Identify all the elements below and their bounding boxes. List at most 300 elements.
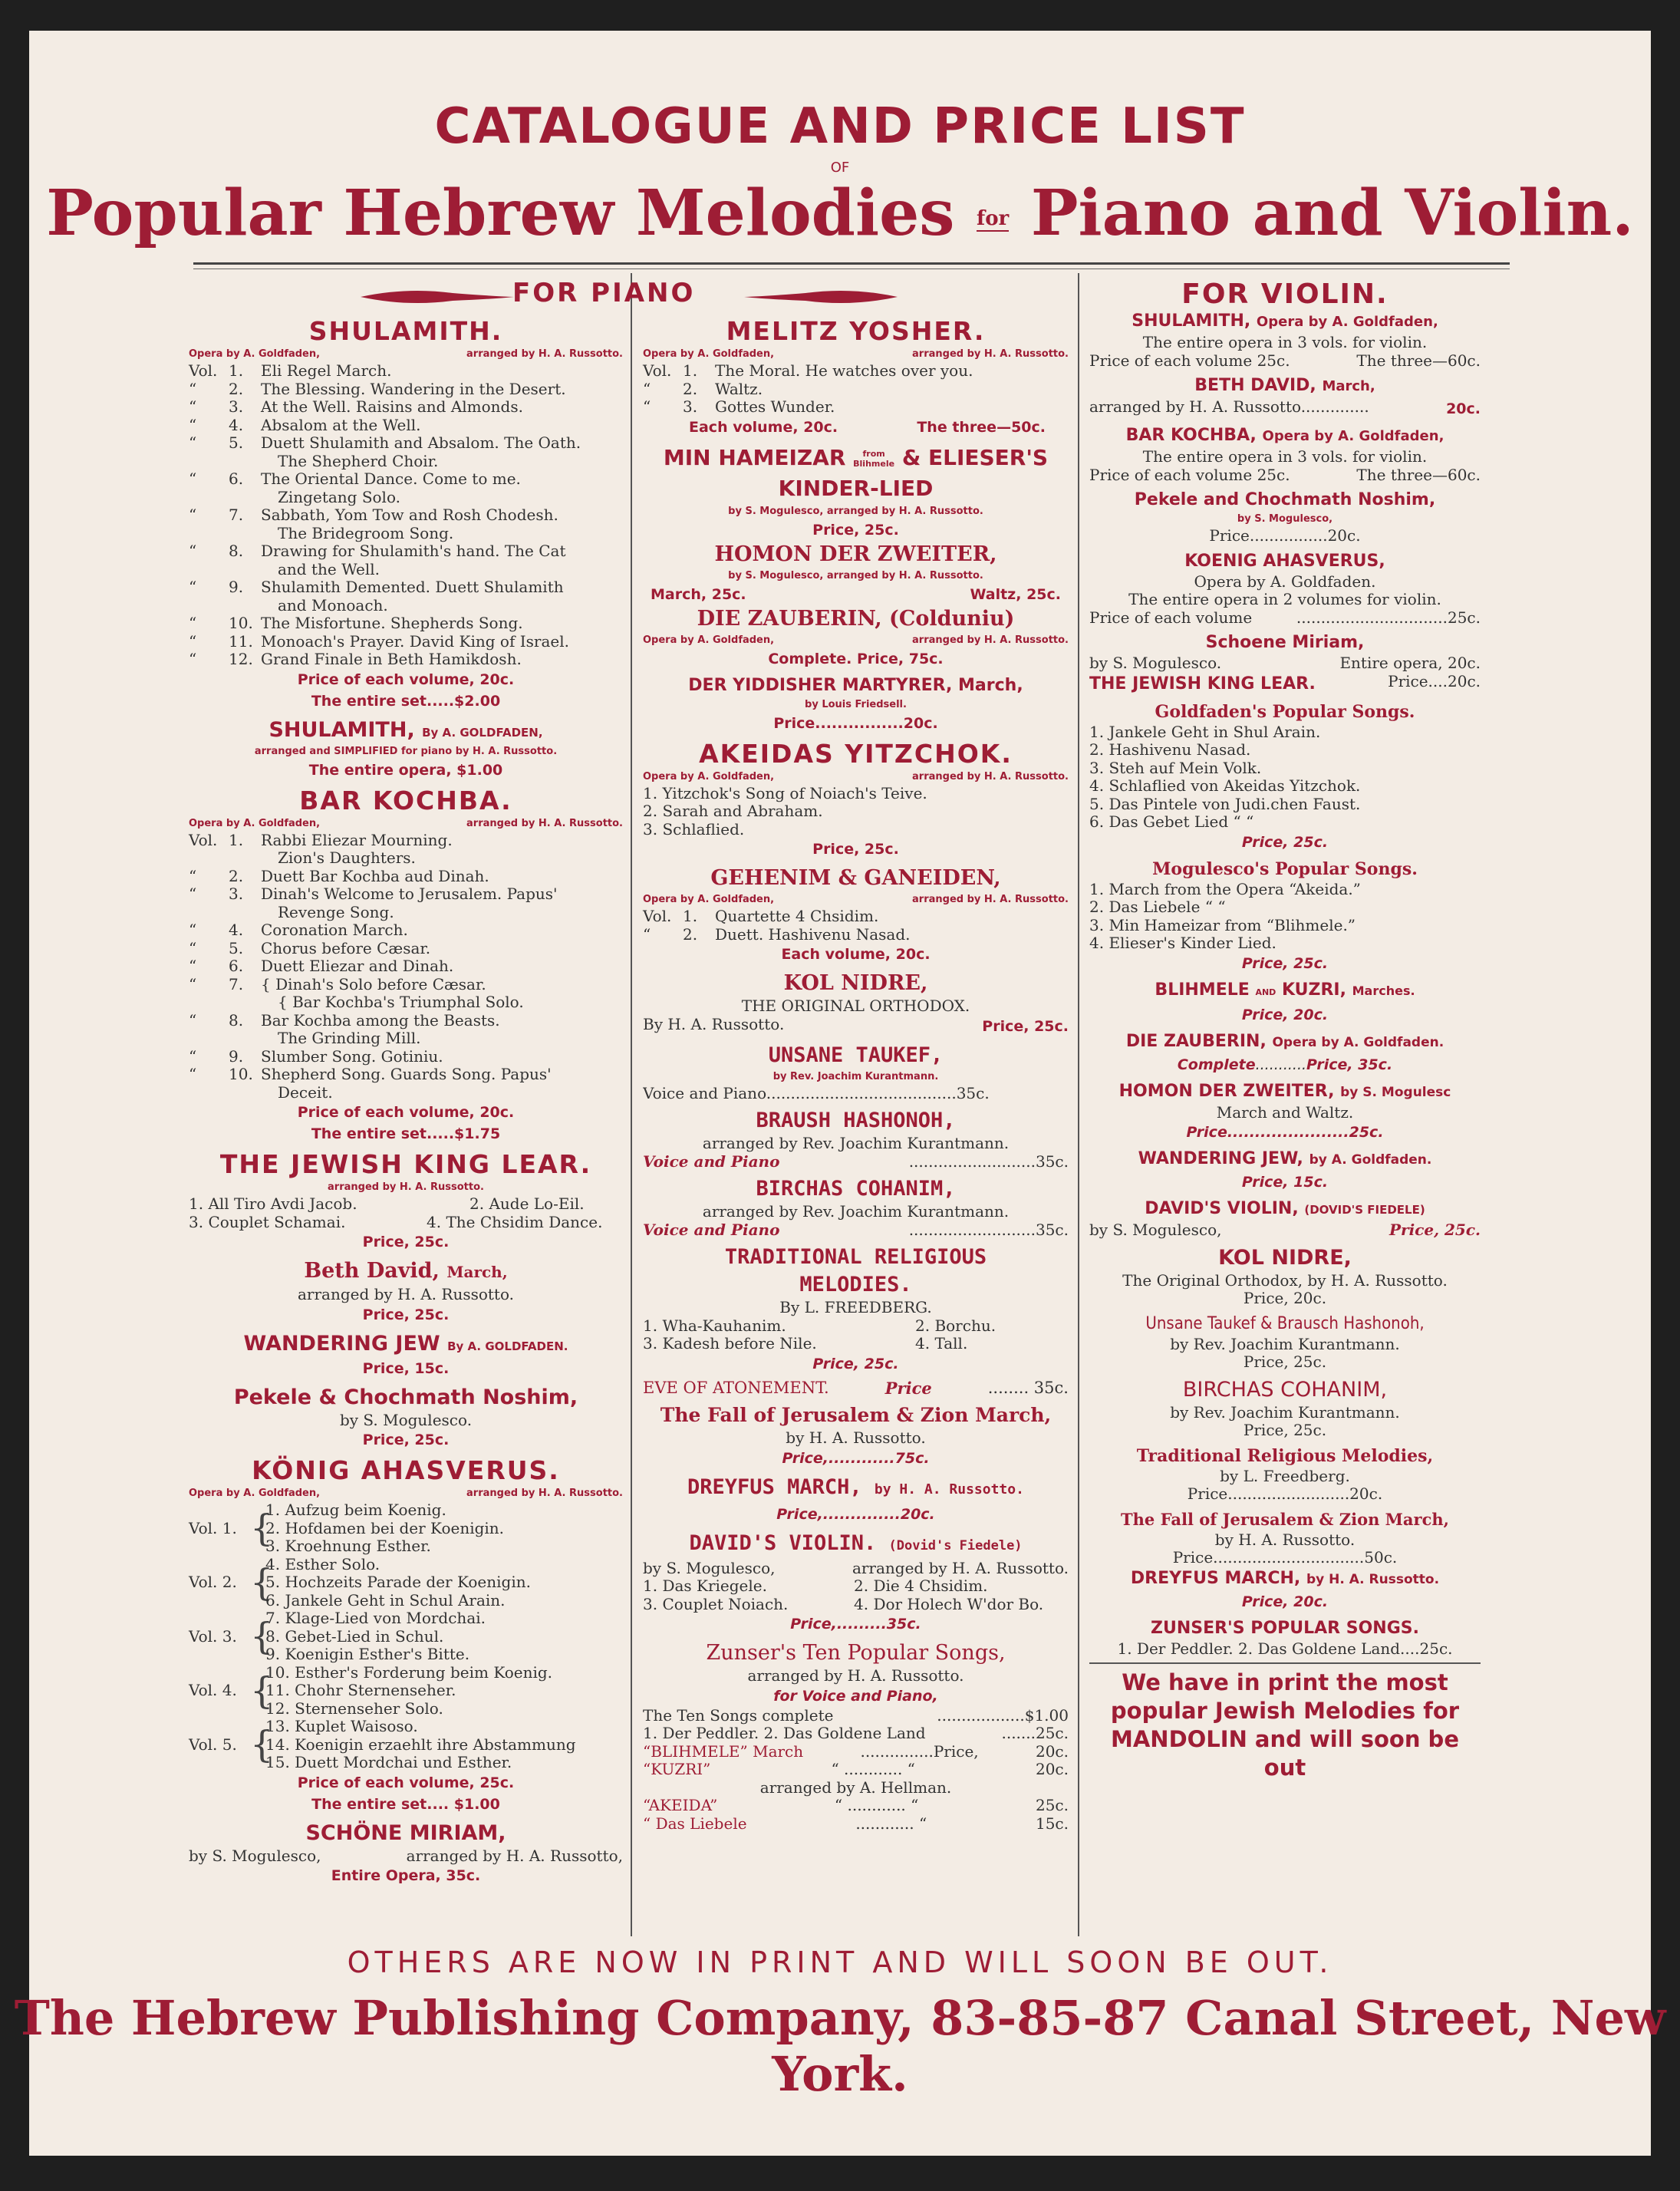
bar-kochba-num: 2. — [229, 866, 244, 885]
melitz-price-each: Each volume, 20c. — [689, 418, 838, 436]
konig-sub-right: arranged by H. A. Russotto. — [466, 1488, 623, 1499]
akeidas-title: AKEIDAS YITZCHOK. — [699, 738, 1013, 769]
dreyfus-price: Price,..............20c. — [776, 1505, 935, 1523]
konig-song: 6. Jankele Geht in Schul Arain. — [265, 1590, 506, 1609]
v-beth-title — [1089, 374, 1481, 398]
v-dreyfus-price: Price, 20c. — [1241, 1593, 1329, 1610]
konig-song: 8. Gebet-Lied in Schul. — [265, 1626, 444, 1646]
melitz-text: The Moral. He watches over you. — [715, 361, 973, 380]
king-lear-title: THE JEWISH KING LEAR. — [219, 1149, 592, 1179]
v-zauberin-price: Price, 35c. — [1306, 1056, 1393, 1073]
v-kuzri-name: KUZRI, — [1281, 980, 1346, 1000]
king-lear-sub: arranged by H. A. Russotto. — [328, 1181, 484, 1193]
v-zauberin-name: DIE ZAUBERIN, — [1125, 1031, 1267, 1051]
shulamith-vol — [189, 597, 229, 615]
bar-kochba-vol — [189, 1084, 229, 1102]
bar-kochba-price: Price of each volume, 20c. — [297, 1104, 515, 1121]
eve-title: EVE OF ATONEMENT. — [643, 1378, 829, 1397]
brace-icon: { — [250, 1560, 274, 1604]
zunser-line: arranged by H. A. Russotto. — [747, 1666, 964, 1685]
davids-row-2 — [643, 1596, 1069, 1614]
davids-song-2: 2. Die 4 Chsidim. — [854, 1577, 988, 1595]
shulamith-vol — [189, 525, 229, 543]
bar-kochba-vol: “ — [189, 1010, 197, 1030]
bar-kochba-text: The Grinding Mill. — [278, 1029, 421, 1047]
bar-kochba-item — [189, 1030, 623, 1048]
kuzri-price: 20c. — [1035, 1760, 1069, 1778]
publisher-line: The Hebrew Publishing Company, 83-85-87 Canal Street, New York. — [14, 1990, 1666, 2102]
v-birchas-line: by Rev. Joachim Kurantmann. — [1170, 1402, 1400, 1422]
brausch-title: BRAUSH HASHONOH, — [756, 1109, 956, 1132]
shulamith-list — [189, 362, 623, 669]
main-title — [0, 176, 1680, 250]
davids-paren: (Dovid's Fiedele) — [888, 1537, 1023, 1553]
gehenim-list — [643, 908, 1069, 944]
davids-song-1: 1. Das Kriegele. — [643, 1577, 767, 1595]
v-davids-name: DAVID'S VIOLIN, — [1145, 1199, 1299, 1218]
shulamith-simplified-by: By A. GOLDFADEN, — [422, 725, 543, 740]
konig-set: The entire set.... $1.00 — [311, 1795, 500, 1813]
v-goldfaden-list — [1089, 723, 1481, 832]
melitz-text: Waltz. — [715, 379, 763, 398]
birchas-line: arranged by Rev. Joachim Kurantmann. — [702, 1202, 1010, 1221]
v-traditional-line: by L. Freedberg. — [1220, 1466, 1350, 1485]
column-divider-left — [631, 273, 632, 1936]
beth-david-name: Beth David, — [304, 1259, 440, 1283]
v-unsane-title: Unsane Taukef & Brausch Hashonoh, — [1145, 1313, 1425, 1333]
konig-song: 7. Klage-Lied von Mordchai. — [265, 1609, 486, 1627]
v-davids-price: Price, 25c. — [1389, 1221, 1481, 1239]
kuzri-row — [643, 1761, 1069, 1779]
shulamith-item — [189, 398, 623, 417]
v-shulamith-left: Price of each volume 25c. — [1089, 351, 1290, 370]
traditional-line: By L. FREEDBERG. — [779, 1298, 932, 1316]
right-ornament-icon — [744, 287, 898, 307]
schone-price: Entire Opera, 35c. — [331, 1867, 481, 1884]
king-lear-price: Price, 25c. — [362, 1234, 450, 1250]
shulamith-text: Monoach's Prayer. David King of Israel. — [261, 631, 569, 651]
zunser-line2: for Voice and Piano, — [773, 1687, 938, 1705]
melitz-item — [643, 362, 1069, 381]
unsane-title: UNSANE TAUKEF, — [768, 1043, 944, 1067]
eve-price: ........ 35c. — [987, 1378, 1069, 1397]
eve-row — [643, 1379, 1069, 1398]
konig-volume-songs — [265, 1664, 623, 1718]
bar-kochba-num: 10. — [229, 1065, 253, 1083]
shulamith-text: The Bridegroom Song. — [278, 523, 454, 542]
bar-kochba-num: 8. — [229, 1010, 244, 1030]
v-goldfaden-item: 5. Das Pintele von Judi.chen Faust. — [1089, 794, 1361, 813]
shulamith-vol — [189, 453, 229, 471]
v-goldfaden-item: 4. Schlaflied von Akeidas Yitzchok. — [1089, 776, 1361, 795]
brace-icon: { — [250, 1723, 274, 1767]
traditional-title: TRADITIONAL RELIGIOUS MELODIES. — [724, 1245, 987, 1296]
blihmele-label: Blihmele — [853, 458, 895, 469]
v-traditional-price: Price.........................20c. — [1187, 1484, 1383, 1503]
v-lear-price: Price....20c. — [1388, 671, 1481, 690]
konig-volume-group — [189, 1664, 623, 1718]
v-mogulesco-item: 4. Elieser's Kinder Lied. — [1089, 934, 1276, 952]
v-koenig-left: Price of each volume — [1089, 608, 1253, 627]
konig-song: 14. Koenigin erzaehlt ihre Abstammung — [265, 1735, 576, 1754]
shulamith-text: Drawing for Shulamith's hand. The Cat — [261, 542, 566, 560]
kol-nidre-left: By H. A. Russotto. — [643, 1014, 785, 1033]
zunser-complete-price: ..................$1.00 — [937, 1705, 1069, 1725]
shulamith-sub-right: arranged by H. A. Russotto. — [466, 348, 623, 360]
shulamith-item — [189, 470, 623, 489]
from-label: from — [862, 448, 885, 459]
bar-kochba-text: { Dinah's Solo before Cæsar. — [261, 974, 486, 993]
konig-volume-songs — [265, 1556, 623, 1610]
shulamith-item — [189, 578, 623, 597]
shulamith-text: The Misfortune. Shepherds Song. — [261, 614, 523, 632]
piano-column — [189, 316, 623, 1886]
bar-kochba-num: 9. — [229, 1046, 244, 1066]
brausch-price-row — [643, 1153, 1069, 1171]
melitz-sub-right: arranged by H. A. Russotto. — [912, 348, 1069, 360]
akeida-row — [643, 1797, 1069, 1815]
main-title-a: Popular Hebrew Melodies — [46, 176, 955, 250]
liebele-mid: ............ “ — [855, 1814, 927, 1833]
v-birchas-price: Price, 25c. — [1243, 1421, 1327, 1439]
shulamith-vol: “ — [189, 397, 197, 416]
gehenim-text: Quartette 4 Chsidim. — [715, 907, 879, 925]
traditional-song-3: 3. Kadesh before Nile. — [643, 1334, 817, 1352]
wandering-jew-title — [189, 1330, 623, 1358]
schone-row — [189, 1847, 623, 1866]
v-homon-price: Price......................25c. — [1186, 1124, 1384, 1141]
bar-kochba-num: 7. — [229, 974, 244, 993]
shulamith-vol — [189, 489, 229, 507]
bar-kochba-vol: “ — [189, 866, 197, 885]
v-goldfaden-item: 6. Das Gebet Lied “ “ — [1089, 812, 1254, 831]
blihmele-price: 20c. — [1035, 1741, 1069, 1761]
melitz-vol: “ — [643, 397, 651, 416]
akeidas-item: 2. Sarah and Abraham. — [643, 802, 823, 820]
zunser-songs-row — [643, 1725, 1069, 1743]
bar-kochba-text: Chorus before Cæsar. — [261, 938, 431, 957]
dreyfus-name: DREYFUS MARCH, — [687, 1474, 862, 1499]
davids-left: by S. Mogulesco, — [643, 1558, 776, 1577]
shulamith-num — [229, 453, 261, 471]
konig-song: 1. Aufzug beim Koenig. — [265, 1501, 446, 1519]
homon-waltz: Waltz, 25c. — [970, 585, 1061, 603]
shulamith-num: 1. — [229, 361, 244, 380]
bar-kochba-item — [189, 904, 623, 922]
liebele-row — [643, 1815, 1069, 1834]
shulamith-num: 4. — [229, 415, 244, 434]
v-goldfaden-item: 3. Steh auf Mein Volk. — [1089, 758, 1262, 777]
v-traditional-title: Traditional Religious Melodies, — [1136, 1445, 1434, 1466]
melitz-text: Gottes Wunder. — [715, 397, 835, 416]
konig-volume-label: Vol. 1. — [189, 1518, 237, 1537]
gehenim-text: Duett. Hashivenu Nasad. — [715, 924, 911, 944]
shulamith-price: Price of each volume, 20c. — [297, 670, 515, 688]
pekele-line: by S. Mogulesco. — [339, 1410, 473, 1429]
king-lear-song-3: 3. Couplet Schamai. — [189, 1212, 346, 1231]
shulamith-num — [229, 525, 261, 543]
dreyfus-by: by H. A. Russotto. — [874, 1481, 1024, 1497]
birchas-price-label: Voice and Piano — [643, 1220, 780, 1239]
konig-volume-label: Vol. 5. — [189, 1735, 237, 1754]
konig-song: 15. Duett Mordchai und Esther. — [265, 1753, 512, 1771]
konig-song: 13. Kuplet Waisoso. — [265, 1717, 418, 1735]
wandering-jew-name: WANDERING JEW — [243, 1331, 440, 1356]
birchas-title: BIRCHAS COHANIM, — [756, 1177, 956, 1201]
v-blihmele-price: Price, 20c. — [1241, 1006, 1329, 1023]
v-zauberin-title — [1089, 1030, 1481, 1054]
gehenim-sub-right: arranged by H. A. Russotto. — [912, 894, 1069, 905]
pekele-title: Pekele & Chochmath Noshim, — [233, 1385, 578, 1409]
shulamith-vol: “ — [189, 542, 197, 560]
hellman-line: arranged by A. Hellman. — [759, 1778, 952, 1797]
min-hameizar-title — [643, 443, 1069, 504]
bar-kochba-num — [229, 1084, 261, 1102]
kol-nidre-line: THE ORIGINAL ORTHODOX. — [741, 997, 970, 1015]
shulamith-vol: “ — [189, 415, 197, 434]
v-beth-name: BETH DAVID, — [1194, 376, 1316, 395]
davids-right: arranged by H. A. Russotto. — [852, 1558, 1069, 1577]
melitz-num: 3. — [683, 397, 698, 416]
bar-kochba-num — [229, 993, 261, 1012]
bar-kochba-vol — [189, 904, 229, 922]
davids-name: DAVID'S VIOLIN. — [689, 1530, 877, 1555]
konig-song: 3. Kroehnung Esther. — [265, 1537, 431, 1555]
shulamith-num: 8. — [229, 542, 244, 560]
schone-right: arranged by H. A. Russotto, — [406, 1846, 623, 1865]
v-shulamith-title — [1089, 310, 1481, 334]
melitz-list — [643, 362, 1069, 417]
gehenim-sub-left: Opera by A. Goldfaden, — [643, 894, 775, 905]
gehenim-price: Each volume, 20c. — [781, 946, 931, 963]
liebele-price: 15c. — [1035, 1814, 1069, 1833]
min-hameizar-sub: by S. Mogulesco, arranged by H. A. Russotto. — [728, 505, 983, 517]
mandolin-line-2: popular Jewish Melodies for — [1110, 1698, 1460, 1724]
v-davids-left: by S. Mogulesco, — [1089, 1221, 1222, 1239]
v-pekele-price: Price................20c. — [1209, 526, 1361, 545]
konig-song: 5. Hochzeits Parade der Koenigin. — [265, 1573, 531, 1591]
gehenim-num: 2. — [683, 924, 698, 944]
konig-volume-label: Vol. 2. — [189, 1573, 237, 1591]
konig-volume-songs — [265, 1501, 623, 1556]
martyrer-price: Price................20c. — [773, 714, 938, 732]
king-lear-row-1 — [189, 1195, 623, 1214]
bar-kochba-item — [189, 976, 623, 994]
kuzri-mid: “ ............ “ — [831, 1760, 915, 1778]
shulamith-num: 12. — [229, 650, 253, 668]
kol-nidre-title: KOL NIDRE, — [783, 971, 928, 995]
akeidas-sub-right: arranged by H. A. Russotto. — [912, 770, 1069, 782]
shulamith-set: The entire set.....$2.00 — [311, 692, 501, 710]
melitz-prices — [643, 417, 1069, 438]
beth-david-title — [189, 1257, 623, 1286]
brausch-price: ..........................35c. — [908, 1152, 1069, 1171]
mandolin-line-3: MANDOLIN and will soon be out — [1111, 1726, 1459, 1781]
v-davids-row — [1089, 1221, 1481, 1240]
v-marches: Marches. — [1352, 983, 1415, 998]
v-shulamith-opera: Opera by A. Goldfaden, — [1256, 314, 1438, 330]
shulamith-text: At the Well. Raisins and Almonds. — [261, 397, 523, 416]
brace-icon: { — [250, 1507, 274, 1550]
bar-kochba-vol — [189, 993, 229, 1012]
shulamith-num: 9. — [229, 578, 244, 596]
v-schoene-right: Entire opera, 20c. — [1339, 654, 1481, 672]
melitz-vol: Vol. — [643, 361, 672, 380]
akeidas-price: Price, 25c. — [812, 841, 899, 858]
v-blihmele-name: BLIHMELE — [1155, 980, 1250, 1000]
liebele-title: “ Das Liebele — [643, 1814, 747, 1833]
unsane-line: Voice and Piano.......................................35c. — [643, 1084, 990, 1102]
davids-price: Price,.........35c. — [790, 1616, 921, 1633]
shulamith-text: Shulamith Demented. Duett Shulamith — [261, 578, 564, 596]
shulamith-vol: “ — [189, 379, 197, 398]
bar-kochba-item — [189, 957, 623, 976]
shulamith-item — [189, 614, 623, 633]
shulamith-vol: “ — [189, 578, 197, 596]
shulamith-num — [229, 489, 261, 507]
bar-kochba-text: Dinah's Welcome to Jerusalem. Papus' — [261, 885, 558, 903]
bar-kochba-text: Duett Eliezar and Dinah. — [261, 957, 454, 975]
pekele-price: Price, 25c. — [362, 1432, 450, 1448]
shulamith-vol: Vol. — [189, 361, 218, 380]
bar-kochba-num: 4. — [229, 921, 244, 939]
shulamith-num: 6. — [229, 470, 244, 488]
konig-volume-label: Vol. 3. — [189, 1626, 237, 1646]
bar-kochba-item — [189, 832, 623, 850]
davids-row-1 — [643, 1577, 1069, 1596]
shulamith-text: Absalom at the Well. — [261, 415, 421, 434]
shulamith-num: 5. — [229, 433, 244, 452]
v-davids-paren: (DOVID'S FIEDELE) — [1304, 1203, 1425, 1217]
traditional-row-2 — [643, 1335, 1069, 1353]
v-fall-price: Price...............................50c. — [1172, 1548, 1398, 1567]
melitz-vol: “ — [643, 379, 651, 398]
v-beth-left: arranged by H. A. Russotto.............. — [1089, 397, 1369, 416]
beth-david-march: March, — [446, 1263, 508, 1281]
shulamith-item — [189, 525, 623, 543]
bar-kochba-sub — [189, 816, 623, 832]
unsane-sub: by Rev. Joachim Kurantmann. — [772, 1070, 939, 1082]
bar-kochba-vol: Vol. — [189, 830, 218, 849]
shulamith-item — [189, 597, 623, 615]
zunser-complete: The Ten Songs complete — [643, 1705, 834, 1725]
violin-column — [1089, 279, 1481, 1782]
davids-song-4: 4. Dor Holech W'dor Bo. — [854, 1594, 1044, 1613]
wandering-jew-by: By A. GOLDFADEN. — [447, 1339, 568, 1353]
v-mogulesco-list — [1089, 881, 1481, 953]
bar-kochba-title: BAR KOCHBA. — [299, 785, 512, 815]
v-shulamith-right: The three—60c. — [1356, 351, 1481, 370]
v-homon-title — [1089, 1080, 1481, 1104]
v-and: AND — [1255, 987, 1276, 997]
v-koenig-row — [1089, 609, 1481, 628]
fall-line: by H. A. Russotto. — [786, 1428, 926, 1447]
zauberin-sub-right: arranged by H. A. Russotto. — [912, 634, 1069, 646]
shulamith-simplified-title — [189, 717, 623, 744]
v-shulamith-name: SHULAMITH, — [1132, 311, 1251, 331]
beth-david-price: Price, 25c. — [362, 1306, 450, 1323]
martyrer-sub: by Louis Friedsell. — [805, 698, 907, 710]
konig-volume-group — [189, 1609, 623, 1664]
zunser-songs: 1. Der Peddler. 2. Das Goldene Land — [643, 1724, 926, 1742]
fall-title: The Fall of Jerusalem & Zion March, — [660, 1404, 1052, 1426]
akeidas-list — [643, 785, 1069, 839]
martyrer-title: DER YIDDISHER MARTYRER, March, — [688, 675, 1023, 695]
v-mogulesco-item: 2. Das Liebele “ “ — [1089, 898, 1226, 916]
shulamith-num: 7. — [229, 506, 244, 524]
v-dreyfus-by: by H. A. Russotto. — [1306, 1571, 1440, 1587]
left-ornament-icon — [361, 287, 514, 307]
v-koenig-line2: The entire opera in 2 volumes for violin. — [1128, 590, 1441, 608]
brace-icon: { — [250, 1615, 274, 1659]
zunser-songs-price: .......25c. — [1001, 1724, 1069, 1742]
melitz-num: 2. — [683, 379, 698, 398]
bar-kochba-item — [189, 868, 623, 886]
bar-kochba-vol: “ — [189, 974, 197, 993]
konig-volume-label: Vol. 4. — [189, 1681, 237, 1699]
melitz-num: 1. — [683, 361, 698, 380]
homon-sub: by S. Mogulesco, arranged by H. A. Russotto. — [728, 569, 983, 582]
bar-kochba-item — [189, 940, 623, 958]
brausch-line: arranged by Rev. Joachim Kurantmann. — [702, 1134, 1010, 1152]
shulamith-num: 2. — [229, 379, 244, 398]
v-zauberin-complete: Complete — [1177, 1056, 1256, 1073]
davids-title — [643, 1530, 1069, 1560]
melitz-sub — [643, 347, 1069, 362]
v-pekele-title: Pekele and Chochmath Noshim, — [1134, 490, 1436, 509]
zauberin-price: Complete. Price, 75c. — [768, 650, 944, 667]
king-lear-song-4: 4. The Chsidim Dance. — [427, 1212, 603, 1231]
birchas-price-row — [643, 1221, 1069, 1240]
shulamith-vol: “ — [189, 433, 197, 452]
v-schoene-row — [1089, 654, 1481, 673]
konig-song: 10. Esther's Forderung beim Koenig. — [265, 1662, 553, 1682]
v-davids-title — [1089, 1198, 1481, 1221]
v-lear-row — [1089, 673, 1481, 696]
shulamith-item — [189, 453, 623, 471]
shulamith-num: 10. — [229, 614, 253, 632]
bar-kochba-num: 6. — [229, 957, 244, 975]
v-koenig-right: ...............................25c. — [1296, 608, 1481, 627]
bar-kochba-text: Rabbi Eliezar Mourning. — [261, 830, 453, 849]
v-wandering-by: by A. Goldfaden. — [1309, 1152, 1432, 1168]
v-lear-title: THE JEWISH KING LEAR. — [1089, 674, 1316, 694]
wandering-jew-price: Price, 15c. — [362, 1359, 450, 1377]
for-violin-heading: FOR VIOLIN. — [1181, 278, 1388, 310]
shulamith-item — [189, 651, 623, 669]
v-schoene-title: Schoene Miriam, — [1205, 633, 1365, 652]
bar-kochba-num — [229, 1030, 261, 1048]
v-goldfaden-item: 2. Hashivenu Nasad. — [1089, 740, 1251, 759]
melitz-title: MELITZ YOSHER. — [726, 316, 986, 346]
zauberin-title: DIE ZAUBERIN, (Colduniu) — [697, 606, 1015, 631]
shulamith-vol: “ — [189, 614, 197, 632]
shulamith-text: and Monoach. — [278, 595, 388, 614]
konig-sub — [189, 1486, 623, 1501]
shulamith-num — [229, 561, 261, 579]
shulamith-text: Zingetang Solo. — [278, 487, 400, 506]
v-bar-right: The three—60c. — [1356, 465, 1481, 484]
konig-volume-songs — [265, 1718, 623, 1772]
others-in-print: OTHERS ARE NOW IN PRINT AND WILL SOON BE OUT. — [347, 1946, 1333, 1979]
kol-nidre-right: Price, 25c. — [982, 1017, 1069, 1035]
v-goldfaden-item: 1. Jankele Geht in Shul Arain. — [1089, 722, 1321, 741]
bar-kochba-sub-left: Opera by A. Goldfaden, — [189, 817, 321, 829]
bar-kochba-num — [229, 849, 261, 868]
shulamith-vol — [189, 561, 229, 579]
bar-kochba-text: Slumber Song. Gotiniu. — [261, 1046, 443, 1066]
bar-kochba-vol — [189, 849, 229, 868]
